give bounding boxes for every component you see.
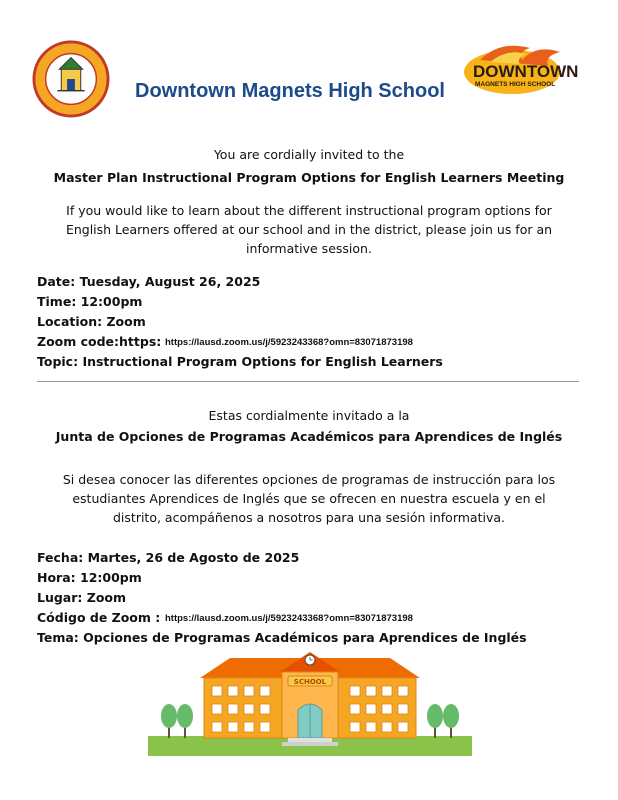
tree-icon [443,704,459,738]
spanish-description-line: distrito, acompáñenos a nosotros para una sesión informativa. [113,510,505,525]
tree-icon [177,704,193,738]
tree-icon [427,704,443,738]
spanish-meeting-title: Junta de Opciones de Programas Académicos para Aprendices de Inglés [55,429,563,444]
school-sign-text: SCHOOL [293,678,327,686]
english-date: Date: Tuesday, August 26, 2025 [37,274,261,289]
school-steps [288,738,332,742]
school-name: Downtown Magnets High School [135,80,445,102]
spanish-hora: Hora: 12:00pm [37,570,142,585]
lausd-seal-icon [32,40,110,118]
english-zoom-link[interactable]: https://lausd.zoom.us/j/5923243368?omn=83071873198 [165,337,413,348]
spanish-invite: Estas cordialmente invitado a la [208,408,410,423]
spanish-zoom-link[interactable]: https://lausd.zoom.us/j/5923243368?omn=83071873198 [165,613,413,624]
spanish-description-line: Si desea conocer las diferentes opciones de programas de instrucción para los [62,472,556,487]
english-time: Time: 12:00pm [37,294,143,309]
english-description-line: informative session. [246,241,372,256]
english-description-line: If you would like to learn about the different instructional program options for [66,203,552,218]
english-zoom-label: Zoom code:https: [37,334,162,349]
english-description-line: English Learners offered at our school and in the district, please join us for an [65,222,553,237]
english-location: Location: Zoom [37,314,146,329]
logo-subtitle-text: MAGNETS HIGH SCHOOL [475,81,556,88]
english-topic: Topic: Instructional Program Options for English Learners [37,354,443,369]
english-invite: You are cordially invited to the [213,147,405,162]
school-steps [282,742,338,746]
clock-icon [305,655,315,665]
school-building-illustration [148,650,472,762]
logo-downtown-text: DOWNTOWN [473,62,579,81]
spanish-fecha: Fecha: Martes, 26 de Agosto de 2025 [37,550,300,565]
spanish-lugar: Lugar: Zoom [37,590,127,605]
spanish-zoom-label: Código de Zoom : [37,610,161,625]
spanish-tema: Tema: Opciones de Programas Académicos para Aprendices de Inglés [37,630,527,645]
english-meeting-title: Master Plan Instructional Program Options for English Learners Meeting [53,170,565,185]
section-divider [37,381,579,382]
spanish-description-line: estudiantes Aprendices de Inglés que se ofrecen en nuestra escuela y en el [72,491,546,506]
tree-icon [161,704,177,738]
